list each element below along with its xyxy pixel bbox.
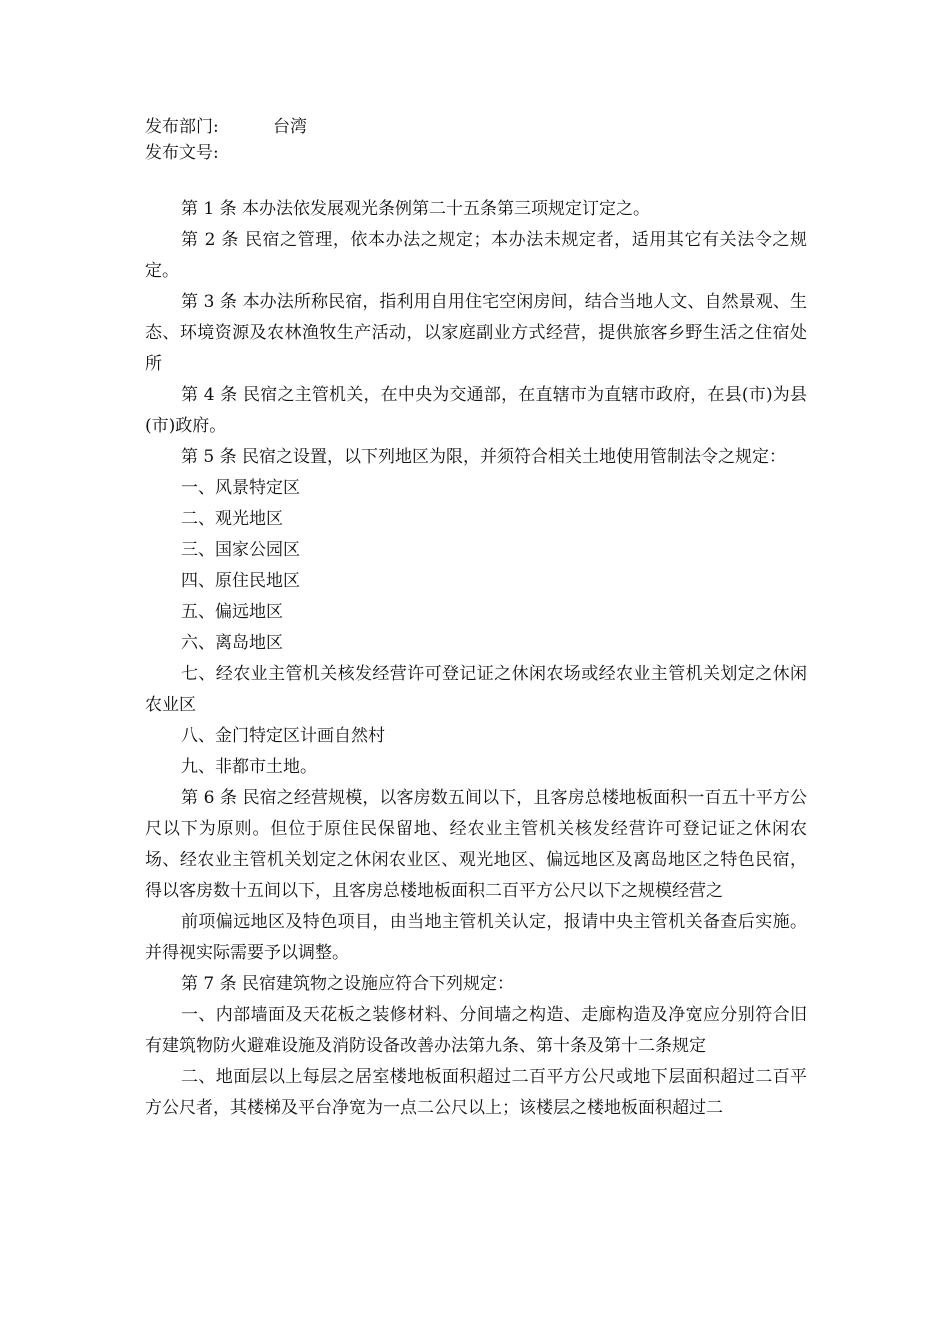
list-item: 六、离岛地区 [181, 633, 283, 653]
list-item: 一、风景特定区 [181, 478, 300, 498]
article-7: 第 7 条 民宿建筑物之设施应符合下列规定： [181, 974, 515, 994]
article-5: 第 5 条 民宿之设置，以下列地区为限，并须符合相关土地使用管制法令之规定： [181, 447, 787, 467]
department-value: 台湾 [273, 117, 307, 137]
list-item: 七、经农业主管机关核发经营许可登记证之休闲农场或经农业主管机关划定之休闲农业区 [145, 664, 807, 715]
list-item: 五、偏远地区 [181, 602, 283, 622]
document-body [145, 194, 807, 1124]
list-item: 二、观光地区 [181, 509, 283, 529]
article-1: 第 1 条 本办法依发展观光条例第二十五条第三项规定订定之。 [181, 199, 651, 219]
department-label: 发布部门: [145, 117, 219, 137]
list-item: 二、地面层以上每层之居室楼地板面积超过二百平方公尺或地下层面积超过二百平方公尺者，其楼梯及平台净宽为一点二公尺以上；该楼层之楼地板面积超过二 [145, 1067, 807, 1118]
doc-number-label: 发布文号: [145, 143, 219, 163]
list-item: 三、国家公园区 [181, 540, 300, 560]
article-2: 第 2 条 民宿之管理，依本办法之规定；本办法未规定者，适用其它有关法令之规定。 [145, 230, 807, 281]
article-3: 第 3 条 本办法所称民宿，指利用自用住宅空闲房间，结合当地人文、自然景观、生态、环境资源及农林渔牧生产活动，以家庭副业方式经营，提供旅客乡野生活之住宿处所 [145, 292, 807, 374]
article-6-clause: 前项偏远地区及特色项目，由当地主管机关认定，报请中央主管机关备查后实施。并得视实际需要予以调整。 [145, 912, 807, 963]
article-4: 第 4 条 民宿之主管机关，在中央为交通部，在直辖市为直辖市政府，在县(市)为县(市)政府。 [145, 385, 807, 436]
list-item: 一、内部墙面及天花板之装修材料、分间墙之构造、走廊构造及净宽应分别符合旧有建筑物防火避难设施及消防设备改善办法第九条、第十条及第十二条规定 [145, 1005, 807, 1056]
document-header [145, 114, 825, 166]
doc-number-row [145, 140, 825, 166]
article-6: 第 6 条 民宿之经营规模，以客房数五间以下，且客房总楼地板面积一百五十平方公尺以下为原则。但位于原住民保留地、经农业主管机关核发经营许可登记证之休闲农场、经农业主管机关划定之休闲农业区、观光地区、偏远地区及离岛地区之特色民宿，得以客房数十五间以下，且客房总楼地板面积二百平方公尺以下之规模经营之 [145, 788, 807, 901]
department-row [145, 114, 825, 140]
list-item: 九、非都市土地。 [181, 757, 317, 777]
list-item: 八、金门特定区计画自然村 [181, 726, 385, 746]
list-item: 四、原住民地区 [181, 571, 300, 591]
